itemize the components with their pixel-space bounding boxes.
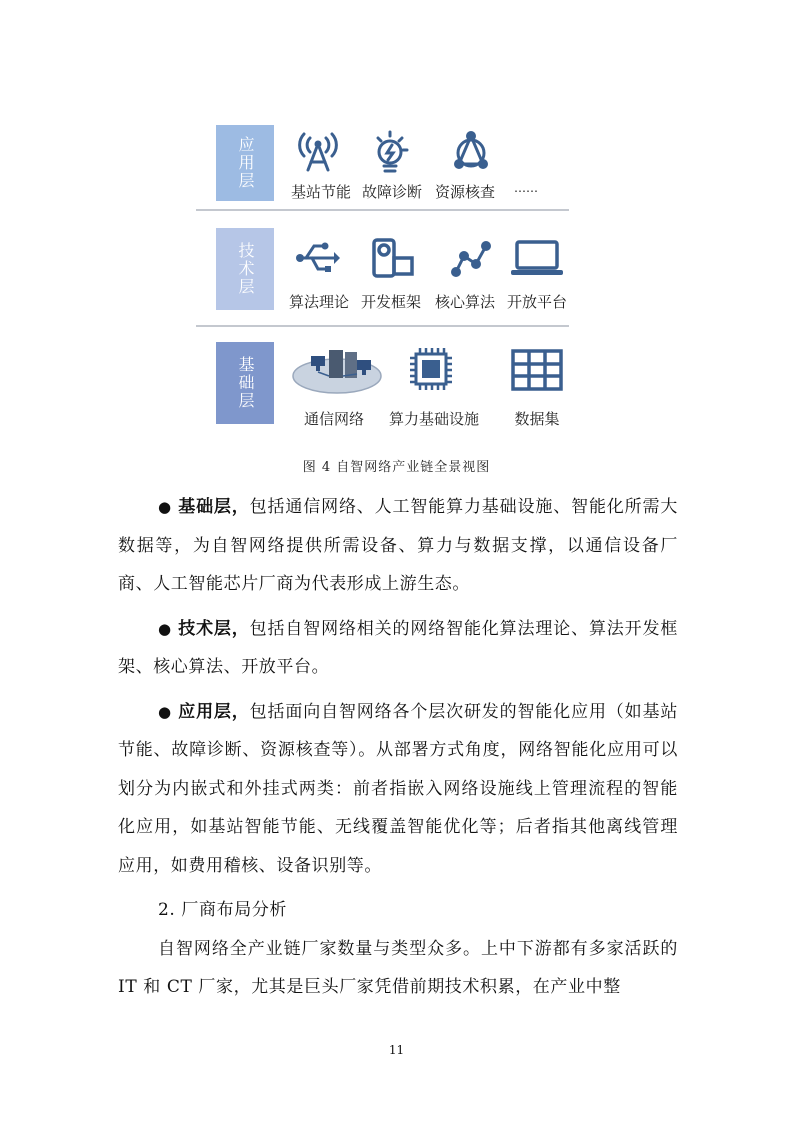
bold-term: 技术层，	[178, 618, 250, 639]
item-base-station-energy: 基站节能	[290, 183, 351, 201]
bullet: ●	[158, 619, 172, 638]
paragraph-text: 包括通信网络、人工智能算力基础设施、智能化所需大数据等，为自智网络提供所需设备、算力与数据支撑，以通信设备厂商、人工智能芯片厂商为代表形成上游生态。	[118, 497, 678, 594]
paragraph-app-layer	[118, 693, 678, 886]
usb-icon	[294, 238, 340, 278]
item-core-algorithm: 核心算法	[434, 293, 495, 311]
industry-chain-figure	[213, 118, 571, 436]
section-heading: 2. 厂商布局分析	[158, 900, 288, 920]
paragraph-base-layer	[118, 488, 678, 604]
layer-divider	[196, 209, 569, 211]
body-text	[118, 488, 678, 1013]
item-fault-diagnosis: 故障诊断	[361, 183, 422, 201]
dataset-table-icon	[510, 348, 564, 392]
item-resource-check: 资源核查	[434, 183, 495, 201]
item-comm-network: 通信网络	[303, 410, 364, 428]
item-dataset: 数据集	[514, 410, 560, 428]
item-algorithm-theory: 算法理论	[288, 293, 349, 311]
laptop-icon	[509, 238, 565, 278]
core-algorithm-icon	[448, 236, 494, 280]
framework-icon	[370, 236, 416, 280]
bullet: ●	[158, 498, 172, 516]
paragraph-text: 包括自智网络相关的网络智能化算法理论、算法开发框架、核心算法、开放平台。	[118, 618, 678, 677]
paragraph-tech-layer	[118, 610, 678, 687]
bold-term: 基础层，	[178, 497, 250, 517]
page-number: 11	[388, 1043, 405, 1057]
layer-divider	[196, 325, 569, 327]
item-compute-infra: 算力基础设施	[388, 410, 479, 428]
signal-tower-icon	[296, 130, 340, 174]
chip-icon	[408, 346, 454, 392]
paragraph-vendor: 自智网络全产业链厂家数量与类型众多。上中下游都有多家活跃的 IT 和 CT 厂家，尤其是巨头厂家凭借前期技术积累，在产业中整	[118, 938, 678, 997]
figure-caption: 图 4 自智网络产业链全景视图	[302, 460, 491, 475]
layer-label-technology: 技术层	[216, 228, 274, 310]
paragraph-text: 包括面向自智网络各个层次研发的智能化应用（如基站节能、故障诊断、资源核查等）。从部署方式角度，网络智能化应用可以划分为内嵌式和外挂式两类：前者指嵌入网络设施线上管理流程的智能化应用，如基站智能节能、无线覆盖智能优化等；后者指其他离线管理应用，如费用稽核、设备识别等。	[118, 701, 678, 876]
item-ellipsis: ……	[514, 181, 538, 195]
layer-label-base: 基础层	[216, 342, 274, 424]
bullet: ●	[158, 702, 172, 721]
bold-term: 应用层，	[178, 701, 250, 722]
lightbulb-icon	[370, 128, 414, 174]
layer-label-application: 应用层	[216, 125, 274, 201]
item-dev-framework: 开发框架	[360, 293, 421, 311]
network-computers-icon	[291, 344, 383, 396]
item-open-platform: 开放平台	[506, 293, 567, 311]
resource-network-icon	[449, 128, 493, 174]
